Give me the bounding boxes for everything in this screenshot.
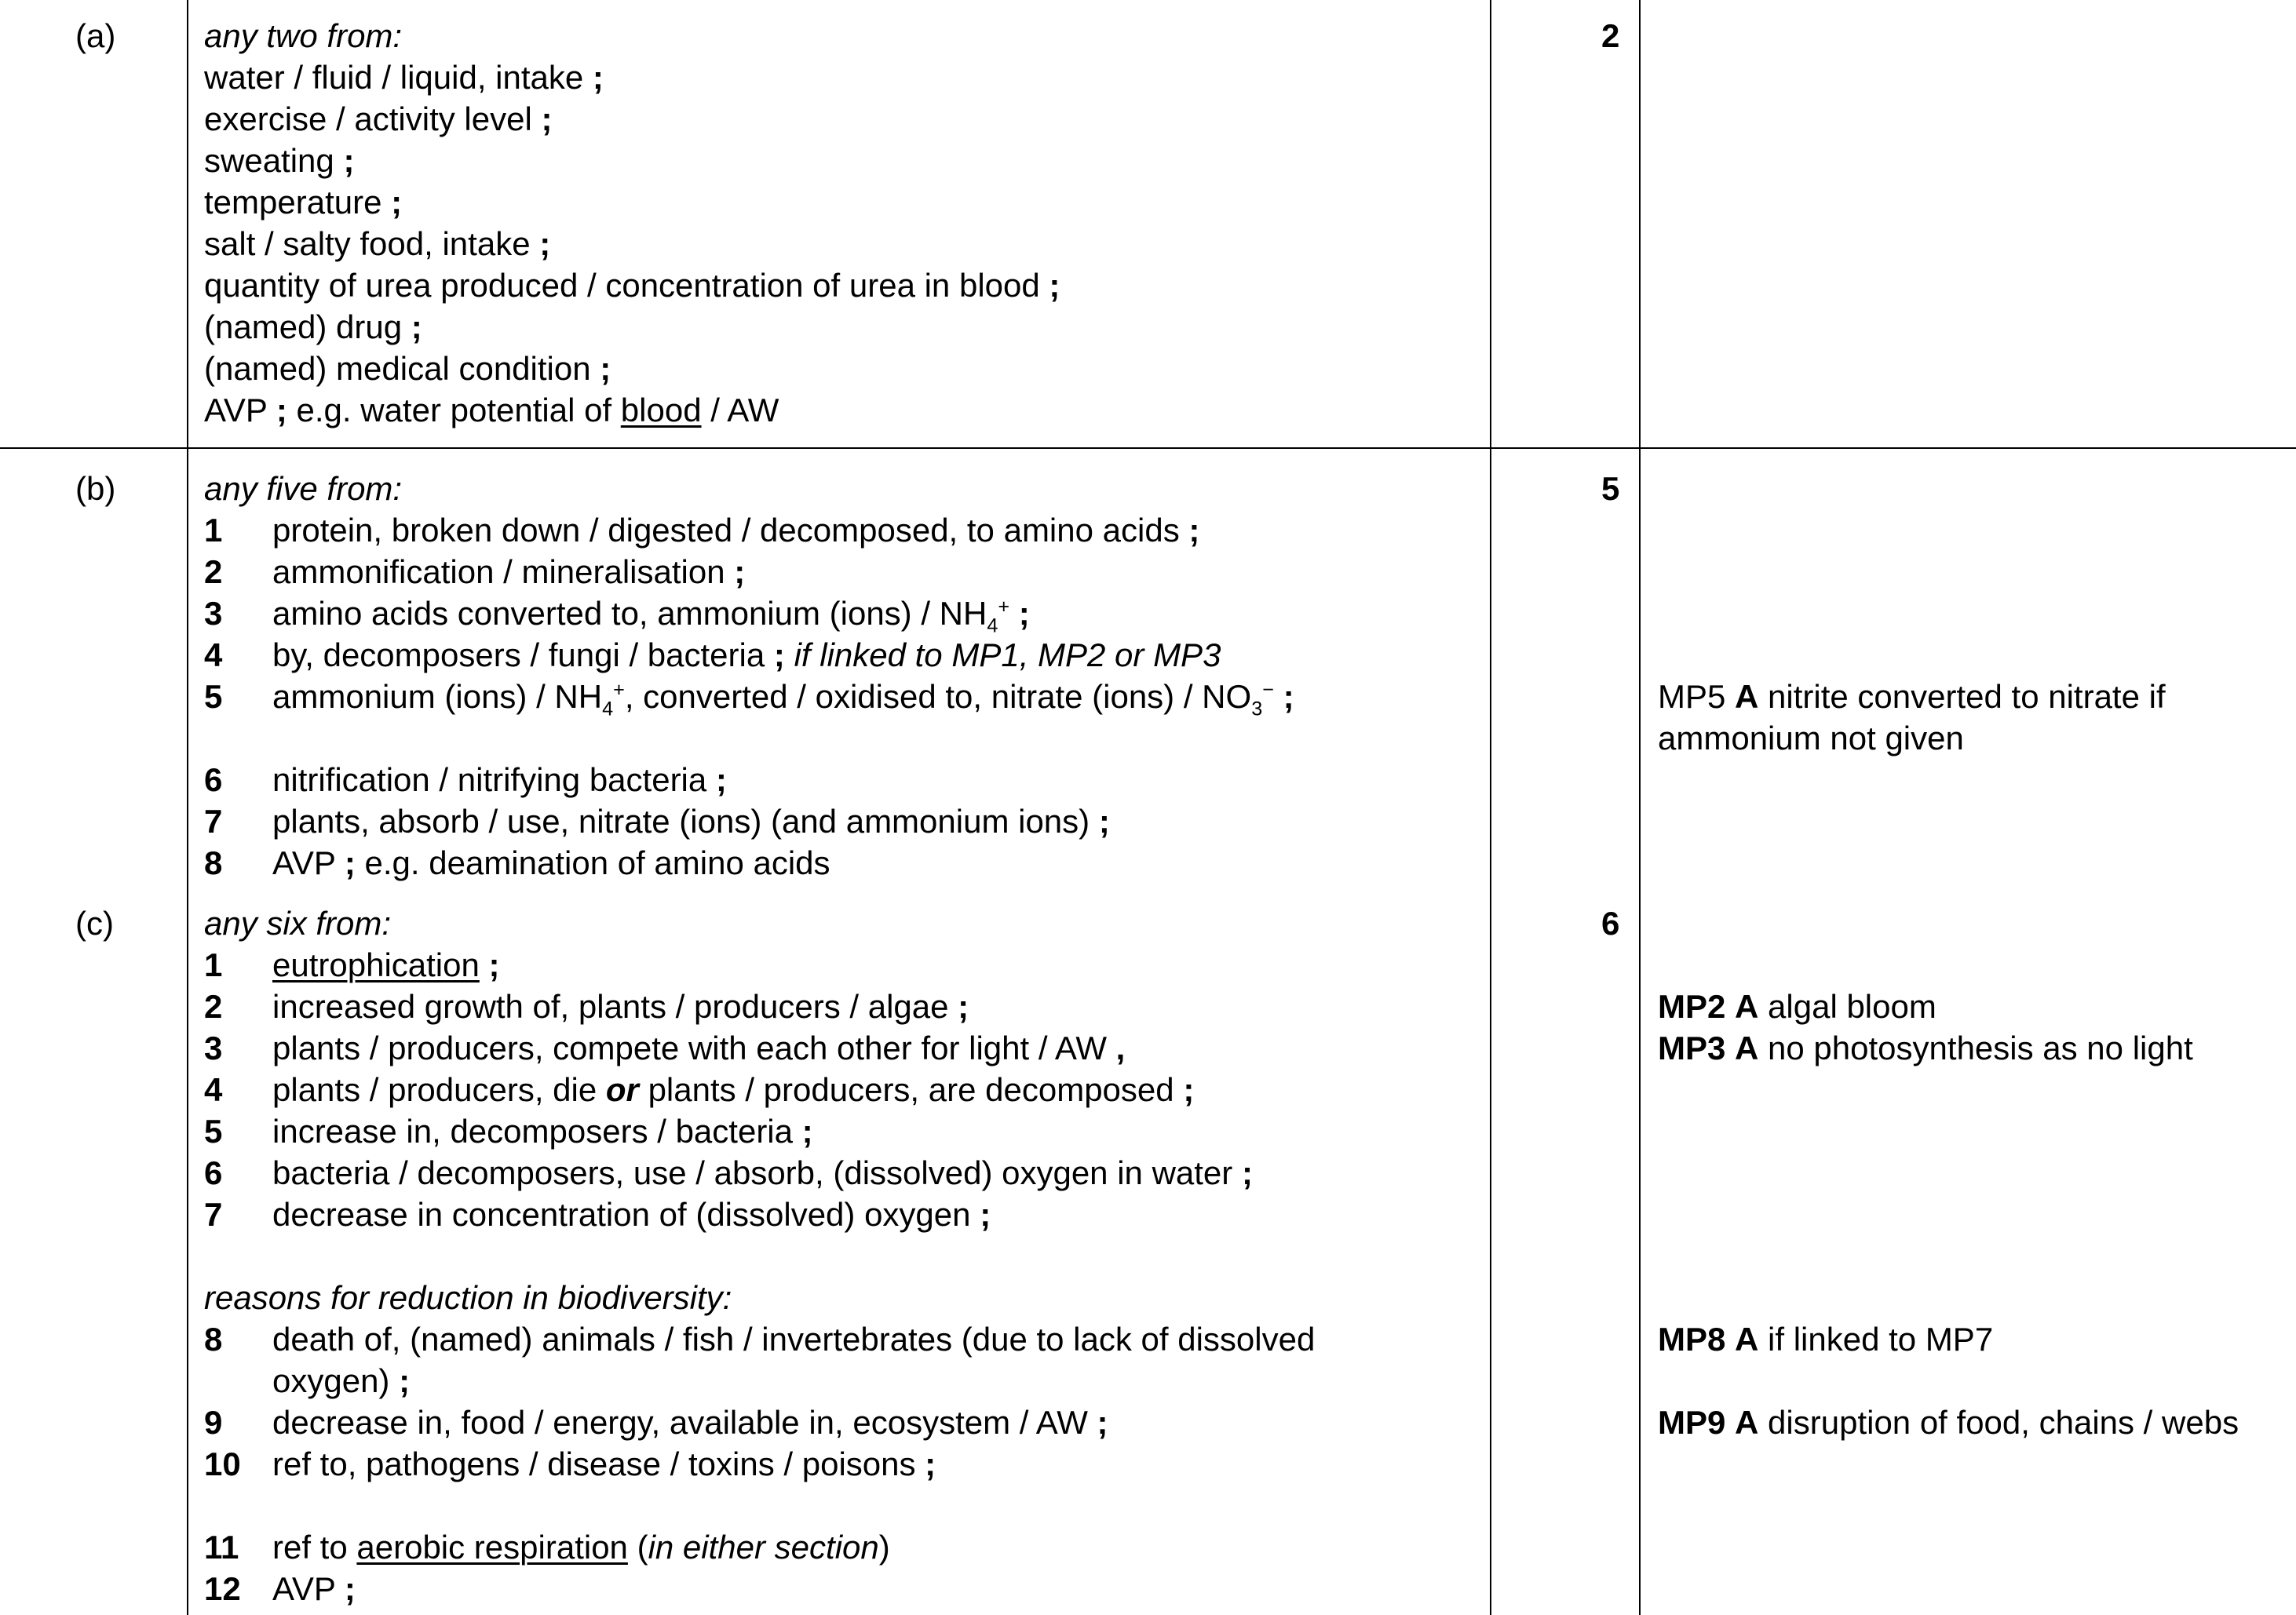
marking-point: 2 ammonification / mineralisation ; <box>204 553 746 590</box>
guidance-note: MP5 A nitrite converted to nitrate if <box>1658 678 2166 715</box>
guidance-note: MP8 A if linked to MP7 <box>1658 1321 1994 1358</box>
column-divider-1 <box>187 0 188 1615</box>
marking-point: 12 AVP ; <box>204 1570 356 1607</box>
marking-point: 8 AVP ; e.g. deamination of amino acids <box>204 844 830 881</box>
part-c-guidance <box>1658 986 2294 1069</box>
part-b-label: (b) <box>75 470 116 507</box>
marking-point: 4 by, decomposers / fungi / bacteria ; if linked to MP1, MP2 or MP3 <box>204 636 1221 673</box>
part-b-marks: 5 <box>1601 470 1620 507</box>
answer-point: salt / salty food, intake ; <box>204 225 551 262</box>
marking-point: 5 ammonium (ions) / $NH_4^+$, converted / oxidised to, nitrate (ions) / $NO_3^-$ ; <box>204 678 1294 720</box>
guidance-note: MP3 A no photosynthesis as no light <box>1658 1030 2193 1066</box>
marking-point: 9 decrease in, food / energy, available in, ecosystem / AW ; <box>204 1404 1108 1441</box>
part-c-label: (c) <box>75 905 114 942</box>
marking-point: 11 ref to aerobic respiration (in either section) <box>204 1529 890 1566</box>
marking-point: 6 bacteria / decomposers, use / absorb, (dissolved) oxygen in water ; <box>204 1154 1253 1191</box>
marking-point: 7 plants, absorb / use, nitrate (ions) (and ammonium ions) ; <box>204 803 1110 840</box>
guidance-note-continued: ammonium not given <box>1658 720 1964 756</box>
marking-point: 6 nitrification / nitrifying bacteria ; <box>204 761 727 798</box>
answer-point: sweating ; <box>204 142 355 179</box>
marking-point: 5 increase in, decomposers / bacteria ; <box>204 1113 813 1150</box>
part-a-label: (a) <box>75 17 116 54</box>
part-a-marks: 2 <box>1601 17 1620 54</box>
row-divider <box>0 447 2296 449</box>
answer-point: exercise / activity level ; <box>204 100 553 137</box>
part-c-answers <box>204 902 1476 1610</box>
marking-point: 2 increased growth of, plants / producers / algae ; <box>204 988 969 1025</box>
marking-point: 3 amino acids converted to, ammonium (ions) / $NH_4^+$ ; <box>204 595 1030 637</box>
part-b-guidance <box>1658 676 2294 759</box>
answer-point-avp: AVP ; e.g. water potential of blood / AW <box>204 392 779 428</box>
marking-point: 3 plants / producers, compete with each other for light / AW , <box>204 1030 1126 1066</box>
part-a-intro: any two from: <box>204 17 403 54</box>
column-divider-2 <box>1490 0 1491 1615</box>
marking-point: 1 protein, broken down / digested / decomposed, to amino acids ; <box>204 512 1200 549</box>
answer-point: (named) medical condition ; <box>204 350 611 387</box>
part-c-marks: 6 <box>1601 905 1620 942</box>
marking-point: 4 plants / producers, die or plants / producers, are decomposed ; <box>204 1071 1195 1108</box>
answer-point: (named) drug ; <box>204 308 422 345</box>
answer-point: temperature ; <box>204 184 403 221</box>
part-a-answers <box>204 15 1476 431</box>
marking-point: 1 eutrophication ; <box>204 946 500 983</box>
answer-point: quantity of urea produced / concentration of urea in blood ; <box>204 267 1060 304</box>
guidance-note: MP9 A disruption of food, chains / webs <box>1658 1404 2239 1441</box>
part-b-intro: any five from: <box>204 470 403 507</box>
marking-point: 7 decrease in concentration of (dissolved) oxygen ; <box>204 1196 991 1233</box>
column-divider-3 <box>1639 0 1641 1615</box>
reasons-heading: reasons for reduction in biodiversity: <box>204 1279 732 1316</box>
part-c-guidance-reasons <box>1658 1318 2294 1443</box>
part-c-intro: any six from: <box>204 905 392 942</box>
guidance-note: MP2 A algal bloom <box>1658 988 1936 1025</box>
marking-point-continued: oxygen) ; <box>272 1362 411 1399</box>
answer-point: water / fluid / liquid, intake ; <box>204 59 604 96</box>
marking-point: 10 ref to, pathogens / disease / toxins / poisons ; <box>204 1445 936 1482</box>
marking-point: 8 death of, (named) animals / fish / invertebrates (due to lack of dissolved <box>204 1321 1316 1358</box>
part-b-answers <box>204 468 1476 884</box>
